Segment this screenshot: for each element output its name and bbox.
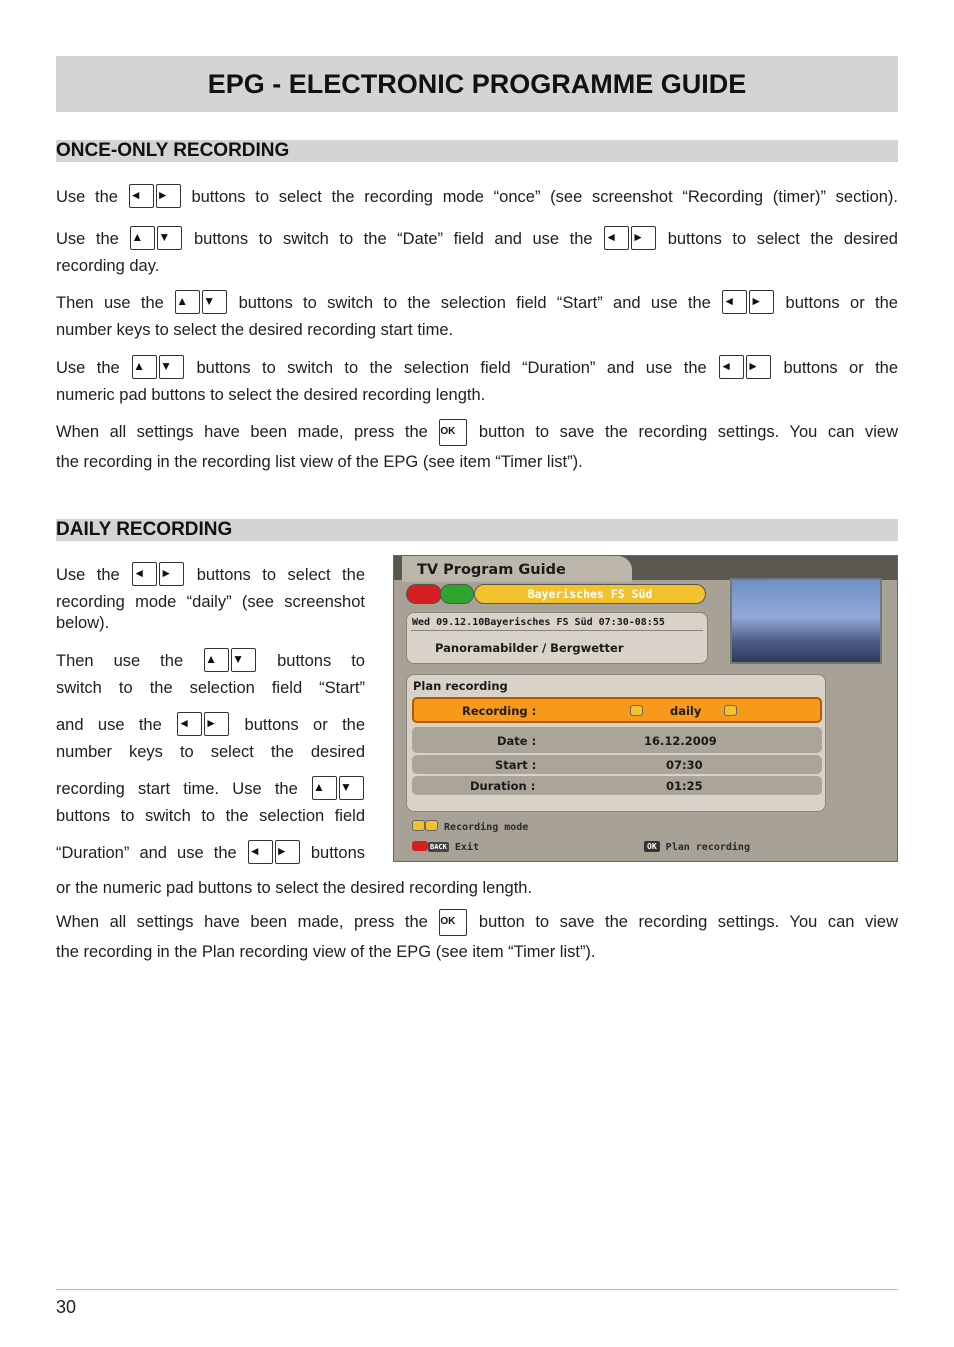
text: number keys to select the desired bbox=[56, 743, 365, 761]
text: buttons to select the bbox=[196, 566, 365, 584]
down-arrow-key-icon: ▼ bbox=[339, 776, 364, 800]
text: recording mode “daily” (see screenshot bbox=[56, 593, 365, 611]
daily-column-5 bbox=[56, 843, 365, 870]
date-value: 16.12.2009 bbox=[644, 734, 717, 748]
daily-column-1 bbox=[56, 565, 365, 634]
right-arrow-key-icon: ► bbox=[746, 355, 771, 379]
hint-text: Plan recording bbox=[665, 842, 750, 853]
left-arrow-key-icon: ◄ bbox=[722, 290, 747, 314]
text: Then use the bbox=[56, 294, 164, 312]
text: and use the bbox=[56, 716, 162, 734]
up-arrow-key-icon: ▲ bbox=[132, 355, 157, 379]
text: buttons to switch to the “Date” field and use the bbox=[193, 230, 593, 248]
page-number: 30 bbox=[56, 1297, 77, 1317]
down-arrow-key-icon: ▼ bbox=[231, 648, 256, 672]
daily-column-4 bbox=[56, 779, 365, 827]
text: button to save the recording settings. You can view bbox=[478, 913, 898, 931]
text: the recording in the Plan recording view of the EPG (see item “Timer list”). bbox=[56, 943, 596, 961]
text: buttons or the bbox=[244, 716, 366, 734]
text: number keys to select the desired recording start time. bbox=[56, 321, 454, 339]
text: recording day. bbox=[56, 257, 160, 275]
ok-key-icon: OK bbox=[439, 419, 467, 446]
text: the recording in the recording list view of the EPG (see item “Timer list”). bbox=[56, 453, 583, 471]
down-arrow-key-icon: ▼ bbox=[202, 290, 227, 314]
left-arrow-key-icon: ◄ bbox=[129, 184, 154, 208]
section-heading-daily: DAILY RECORDING bbox=[56, 519, 898, 541]
right-arrow-key-icon: ► bbox=[159, 562, 184, 586]
daily-column-2 bbox=[56, 651, 365, 699]
back-key-icon: BACK bbox=[430, 843, 447, 851]
text: button to save the recording settings. You can view bbox=[478, 423, 898, 441]
tv-program-guide-screenshot bbox=[393, 555, 898, 862]
start-row[interactable] bbox=[412, 755, 822, 774]
left-arrow-icon bbox=[630, 704, 643, 718]
ok-key-icon: OK bbox=[644, 841, 660, 852]
text: Use the bbox=[56, 230, 119, 248]
once-paragraph-5 bbox=[56, 422, 898, 473]
text: Use the bbox=[56, 188, 118, 206]
hint-recording-mode bbox=[412, 820, 528, 833]
duration-label: Duration : bbox=[470, 779, 536, 793]
date-row[interactable] bbox=[412, 727, 822, 753]
text: buttons or the bbox=[783, 359, 899, 377]
section-heading-once: ONCE-ONLY RECORDING bbox=[56, 140, 898, 162]
text: When all settings have been made, press the bbox=[56, 423, 428, 441]
hint-plan-recording bbox=[644, 841, 750, 853]
up-arrow-key-icon: ▲ bbox=[175, 290, 200, 314]
recording-value: daily bbox=[670, 704, 702, 718]
recording-label: Recording : bbox=[462, 704, 537, 718]
text: buttons bbox=[310, 844, 365, 862]
hint-text: Exit bbox=[454, 842, 479, 853]
ok-key-icon: OK bbox=[439, 909, 467, 936]
date-label: Date : bbox=[497, 734, 537, 748]
once-paragraph-4 bbox=[56, 358, 898, 406]
programme-title: Panoramabilder / Bergwetter bbox=[435, 641, 624, 655]
down-arrow-key-icon: ▼ bbox=[157, 226, 182, 250]
programme-info-box bbox=[406, 612, 708, 664]
channel-bar: Bayerisches FS Süd bbox=[474, 584, 706, 604]
text: Then use the bbox=[56, 652, 184, 670]
tv-preview-image bbox=[730, 578, 882, 664]
red-button-icon bbox=[406, 584, 442, 604]
right-arrow-key-icon: ► bbox=[204, 712, 229, 736]
once-paragraph-3 bbox=[56, 293, 898, 341]
plan-recording-title: Plan recording bbox=[413, 679, 508, 693]
down-arrow-key-icon: ▼ bbox=[159, 355, 184, 379]
plan-recording-panel bbox=[406, 674, 826, 812]
once-paragraph-2 bbox=[56, 229, 898, 277]
text: switch to the selection field “Start” bbox=[56, 679, 365, 697]
start-value: 07:30 bbox=[666, 758, 703, 772]
text: “Duration” and use the bbox=[56, 844, 237, 862]
text: numeric pad buttons to select the desired recording length. bbox=[56, 386, 486, 404]
right-arrow-key-icon: ► bbox=[275, 840, 300, 864]
left-arrow-key-icon: ◄ bbox=[719, 355, 744, 379]
right-arrow-icon bbox=[724, 704, 737, 718]
green-button-icon bbox=[440, 584, 474, 604]
right-arrow-key-icon: ► bbox=[156, 184, 181, 208]
start-label: Start : bbox=[495, 758, 537, 772]
text: recording start time. Use the bbox=[56, 780, 298, 798]
text: buttons to bbox=[277, 652, 365, 670]
text: buttons to select the recording mode “once” (see screenshot “Recording (timer)” section). bbox=[191, 188, 899, 206]
up-arrow-key-icon: ▲ bbox=[312, 776, 337, 800]
red-button-icon bbox=[412, 841, 428, 851]
text: buttons to switch to the selection field “Duration” and use the bbox=[196, 359, 707, 377]
recording-mode-row[interactable] bbox=[412, 697, 822, 723]
left-arrow-key-icon: ◄ bbox=[604, 226, 629, 250]
hint-exit bbox=[412, 841, 479, 853]
up-arrow-key-icon: ▲ bbox=[204, 648, 229, 672]
text: buttons to switch to the selection field “Start” and use the bbox=[238, 294, 711, 312]
text: buttons to switch to the selection field bbox=[56, 807, 365, 825]
once-paragraph-1 bbox=[56, 187, 898, 214]
daily-paragraph-6: or the numeric pad buttons to select the desired recording length. bbox=[56, 879, 533, 897]
text: below). bbox=[56, 614, 110, 632]
programme-info-line: Wed 09.12.10Bayerisches FS Süd 07:30-08:55 bbox=[412, 617, 665, 628]
up-arrow-key-icon: ▲ bbox=[130, 226, 155, 250]
right-arrow-key-icon: ► bbox=[749, 290, 774, 314]
text: Use the bbox=[56, 359, 120, 377]
left-arrow-icon bbox=[412, 820, 425, 831]
right-arrow-key-icon: ► bbox=[631, 226, 656, 250]
daily-column-3 bbox=[56, 715, 365, 763]
page-banner-title: EPG - ELECTRONIC PROGRAMME GUIDE bbox=[56, 56, 898, 112]
duration-value: 01:25 bbox=[666, 779, 703, 793]
tv-title: TV Program Guide bbox=[402, 556, 632, 582]
left-arrow-key-icon: ◄ bbox=[132, 562, 157, 586]
duration-row[interactable] bbox=[412, 776, 822, 795]
text: buttons to select the desired bbox=[667, 230, 898, 248]
daily-paragraph-7 bbox=[56, 912, 898, 963]
divider bbox=[411, 630, 703, 631]
left-arrow-key-icon: ◄ bbox=[177, 712, 202, 736]
hint-text: Recording mode bbox=[444, 822, 529, 833]
right-arrow-icon bbox=[425, 820, 438, 831]
left-arrow-key-icon: ◄ bbox=[248, 840, 273, 864]
footer-divider bbox=[56, 1289, 898, 1290]
text: buttons or the bbox=[785, 294, 898, 312]
text: When all settings have been made, press the bbox=[56, 913, 428, 931]
text: Use the bbox=[56, 566, 120, 584]
